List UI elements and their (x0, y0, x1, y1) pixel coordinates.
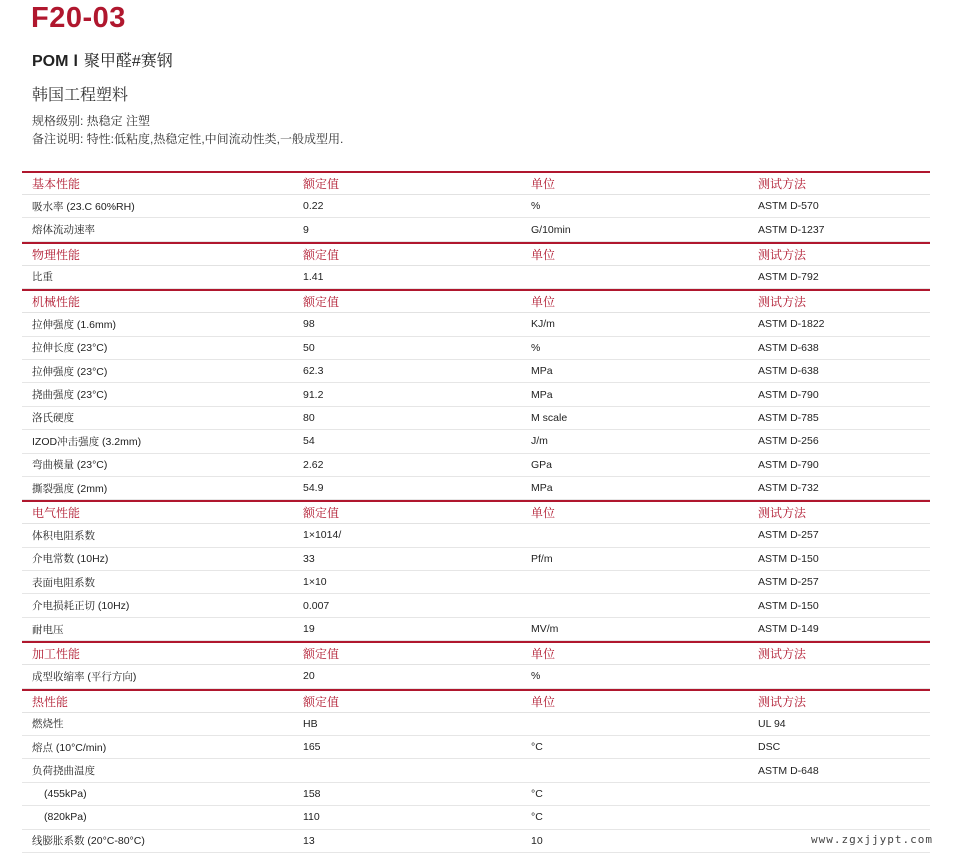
test-method: ASTM D-257 (758, 576, 819, 589)
notes-line: 备注说明: 特性:低粘度,热稳定性,中间流动性类,一般成型用. (32, 132, 344, 146)
table-row (22, 524, 930, 547)
method-column-header: 测试方法 (758, 694, 807, 709)
property-value: 62.3 (303, 365, 324, 378)
unit-column-header: 单位 (531, 295, 556, 310)
property-value: 33 (303, 552, 315, 565)
watermark: www.zgxjjypt.com (811, 833, 933, 846)
property-unit: °C (531, 741, 543, 754)
section-header (22, 500, 930, 524)
property-name: 表面电阻系数 (32, 576, 95, 589)
property-name: 介电常数 (10Hz) (32, 553, 109, 566)
method-column-header: 测试方法 (758, 506, 807, 521)
unit-column-header: 单位 (531, 506, 556, 521)
property-unit: M scale (531, 411, 568, 424)
table-row (22, 383, 930, 406)
property-unit: 10 (531, 834, 543, 847)
table-row (22, 430, 930, 453)
material-subtitle (32, 48, 173, 71)
test-method: ASTM D-732 (758, 482, 819, 495)
property-unit: % (531, 341, 541, 354)
property-unit: MPa (531, 365, 553, 378)
property-name: 吸水率 (23.C 60%RH) (32, 200, 135, 213)
test-method: ASTM D-1822 (758, 318, 825, 331)
section-title: 加工性能 (32, 647, 81, 662)
property-value: 98 (303, 318, 315, 331)
test-method: ASTM D-638 (758, 341, 819, 354)
section-header (22, 171, 930, 195)
property-name: 介电损耗正切 (10Hz) (32, 600, 130, 613)
property-name: 弯曲模量 (23°C) (32, 459, 108, 472)
property-value: 50 (303, 341, 315, 354)
property-name: 负荷挠曲温度 (32, 765, 95, 778)
unit-column-header: 单位 (531, 247, 556, 262)
section-title: 物理性能 (32, 247, 81, 262)
property-value: 20 (303, 670, 315, 683)
property-value: 165 (303, 741, 321, 754)
property-value: 2.62 (303, 458, 324, 471)
table-row (22, 360, 930, 383)
property-value: 54.9 (303, 482, 324, 495)
table-row (22, 736, 930, 759)
property-name: 线膨胀系数 (20°C-80°C) (32, 835, 145, 848)
property-value: 13 (303, 834, 315, 847)
property-value: 110 (303, 811, 320, 824)
test-method: ASTM D-790 (758, 458, 819, 471)
property-unit: MPa (531, 482, 553, 495)
property-name: 燃烧性 (32, 718, 64, 731)
property-name: (820kPa) (44, 811, 87, 824)
table-row (22, 759, 930, 782)
test-method: ASTM D-149 (758, 623, 819, 636)
product-title: F20-03 (31, 2, 126, 34)
table-row (22, 783, 930, 806)
property-value: 1×1014/ (303, 529, 342, 542)
table-row (22, 618, 930, 641)
material-name: 聚甲醛#赛钢 (83, 53, 173, 70)
property-unit: °C (531, 788, 543, 800)
property-name: 体积电阻系数 (32, 529, 95, 542)
property-unit: G/10min (531, 223, 571, 236)
property-name: 拉伸长度 (23°C) (32, 342, 108, 355)
method-column-header: 测试方法 (758, 247, 807, 262)
test-method: ASTM D-785 (758, 411, 819, 424)
property-unit: % (531, 200, 541, 213)
test-method: ASTM D-792 (758, 270, 819, 283)
property-name: 撕裂强度 (2mm) (32, 482, 108, 495)
property-unit: Pf/m (531, 552, 553, 565)
property-value: 9 (303, 223, 309, 236)
table-row (22, 337, 930, 360)
test-method: ASTM D-648 (758, 764, 819, 777)
property-value: 1.41 (303, 270, 324, 283)
property-value: 1×10 (303, 576, 327, 589)
table-row (22, 830, 930, 853)
property-name: 比重 (32, 271, 53, 284)
property-name: 洛氏硬度 (32, 412, 74, 425)
table-row (22, 548, 930, 571)
test-method: ASTM D-256 (758, 435, 819, 448)
value-column-header: 额定值 (303, 295, 340, 310)
property-value: 19 (303, 623, 315, 636)
title-separator: l (73, 53, 78, 70)
grade-line: 规格级别: 热稳定 注塑 (32, 114, 151, 128)
method-column-header: 测试方法 (758, 647, 807, 662)
property-unit: GPa (531, 458, 553, 471)
value-column-header: 额定值 (303, 247, 340, 262)
property-name: 拉伸强度 (23°C) (32, 365, 108, 378)
property-name: 挠曲强度 (23°C) (32, 389, 108, 402)
property-unit: °C (531, 811, 543, 824)
table-row (22, 665, 930, 688)
table-row (22, 571, 930, 594)
table-row (22, 195, 930, 218)
method-column-header: 测试方法 (758, 177, 807, 191)
property-name: 耐电压 (32, 623, 64, 636)
test-method: ASTM D-150 (758, 599, 819, 612)
section-title: 基本性能 (32, 177, 81, 191)
table-row (22, 218, 930, 241)
property-name: 熔点 (10°C/min) (32, 741, 107, 754)
property-unit: J/m (531, 435, 548, 448)
table-row (22, 454, 930, 477)
section-title: 热性能 (32, 694, 69, 709)
value-column-header: 额定值 (303, 647, 340, 662)
unit-column-header: 单位 (531, 177, 556, 191)
material-code: POM (32, 53, 69, 70)
test-method: ASTM D-1237 (758, 223, 825, 236)
test-method: DSC (758, 741, 781, 754)
section-title: 电气性能 (32, 506, 81, 521)
property-name: IZOD冲击强度 (3.2mm) (32, 435, 142, 448)
property-value: 54 (303, 435, 315, 448)
test-method: ASTM D-150 (758, 552, 819, 565)
table-row (22, 477, 930, 500)
property-name: 成型收缩率 (平行方向) (32, 670, 137, 683)
value-column-header: 额定值 (303, 694, 340, 709)
property-value: 80 (303, 411, 315, 424)
section-header (22, 689, 930, 713)
property-value: 91.2 (303, 388, 324, 401)
table-row (22, 313, 930, 336)
test-method: ASTM D-790 (758, 388, 819, 401)
test-method: ASTM D-257 (758, 529, 819, 542)
property-name: (455kPa) (44, 788, 87, 800)
section-header (22, 289, 930, 313)
property-name: 拉伸强度 (1.6mm) (32, 318, 116, 331)
property-name: 熔体流动速率 (32, 224, 95, 237)
value-column-header: 额定值 (303, 506, 340, 521)
property-value: 0.007 (303, 599, 330, 612)
unit-column-header: 单位 (531, 694, 556, 709)
table-row (22, 806, 930, 829)
value-column-header: 额定值 (303, 177, 340, 191)
property-unit: MPa (531, 388, 553, 401)
property-value: HB (303, 717, 318, 730)
property-unit: KJ/m (531, 318, 555, 331)
property-unit: MV/m (531, 623, 559, 636)
table-row (22, 407, 930, 430)
method-column-header: 测试方法 (758, 295, 807, 310)
table-row (22, 594, 930, 617)
property-value: 158 (303, 788, 321, 800)
test-method: UL 94 (758, 717, 786, 730)
test-method: ASTM D-570 (758, 200, 819, 213)
property-unit: % (531, 670, 541, 683)
table-row (22, 713, 930, 736)
unit-column-header: 单位 (531, 647, 556, 662)
section-header (22, 242, 930, 266)
property-value: 0.22 (303, 200, 324, 213)
table-row (22, 266, 930, 289)
section-header (22, 641, 930, 665)
property-table (22, 171, 930, 853)
company-name: 韩国工程塑料 (32, 87, 129, 104)
section-title: 机械性能 (32, 295, 81, 310)
test-method: ASTM D-638 (758, 365, 819, 378)
